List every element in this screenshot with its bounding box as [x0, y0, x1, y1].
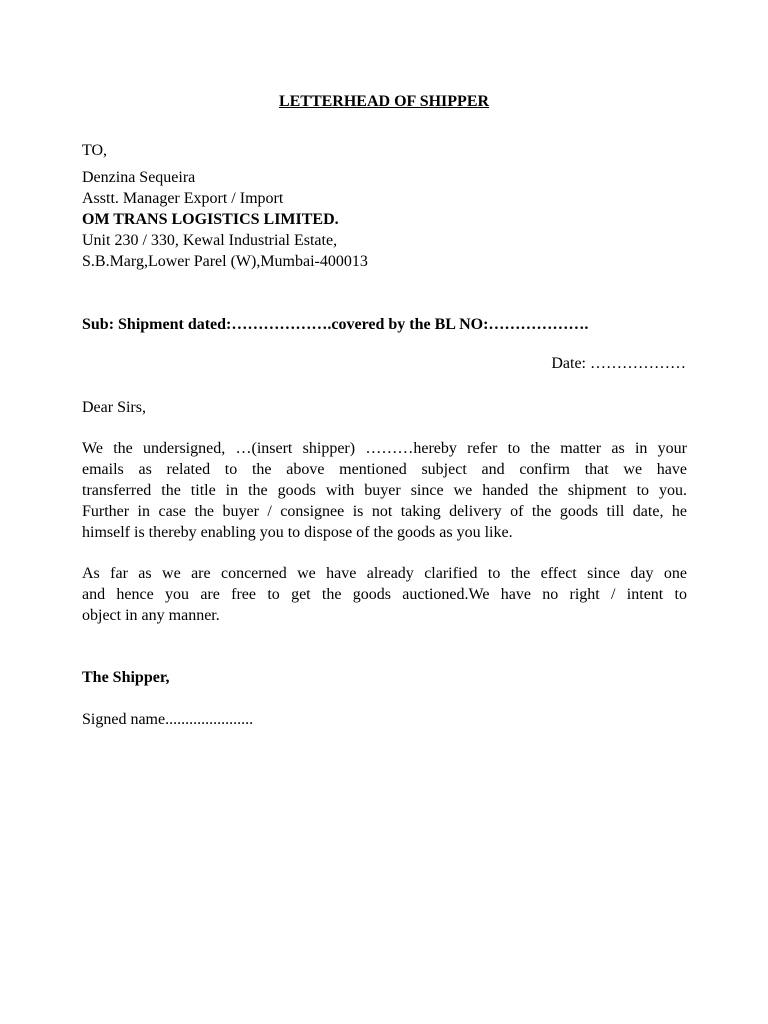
letter-title: LETTERHEAD OF SHIPPER [278, 93, 490, 110]
subject-line [82, 314, 687, 335]
recipient-address-line1: Unit 230 / 330, Kewal Industrial Estate, [82, 232, 338, 249]
closing [82, 667, 687, 688]
paragraph-2 [82, 563, 687, 626]
paragraph-1-line: himself is thereby enabling you to dispose of the goods as you like. [82, 524, 513, 541]
closing-text: The Shipper, [82, 669, 170, 686]
paragraph-1-line: transferred the title in the goods with buyer since we handed the shipment to you. [82, 482, 687, 499]
recipient-address-block [82, 167, 687, 272]
recipient-company: OM TRANS LOGISTICS LIMITED. [82, 211, 339, 228]
paragraph-1-line: Further in case the buyer / consignee is not taking delivery of the goods till date, he [82, 503, 687, 520]
paragraph-1-line: We the undersigned, …(insert shipper) ………hereby refer to the matter as in your [82, 440, 687, 457]
salutation [82, 397, 687, 418]
paragraph-2-line: As far as we are concerned we have already clarified to the effect since day one [82, 565, 687, 582]
to-label: TO, [82, 142, 108, 159]
paragraph-2-line: and hence you are free to get the goods auctioned.We have no right / intent to [82, 586, 687, 603]
recipient-name: Denzina Sequeira [82, 169, 196, 186]
salutation-text: Dear Sirs, [82, 399, 146, 416]
date-line: Date: ……………… [551, 355, 686, 372]
signature-line [82, 709, 687, 730]
recipient-designation: Asstt. Manager Export / Import [82, 190, 284, 207]
subject-text: Sub: Shipment dated:……………….covered by the BL NO:………………. [82, 316, 589, 333]
recipient-to [82, 140, 687, 161]
paragraph-1-line: emails as related to the above mentioned subject and confirm that we have [82, 461, 687, 478]
paragraph-2-line: object in any manner. [82, 607, 220, 624]
recipient-address-line2: S.B.Marg,Lower Parel (W),Mumbai-400013 [82, 253, 368, 270]
paragraph-1 [82, 438, 687, 543]
signature-text: Signed name...................... [82, 711, 254, 728]
